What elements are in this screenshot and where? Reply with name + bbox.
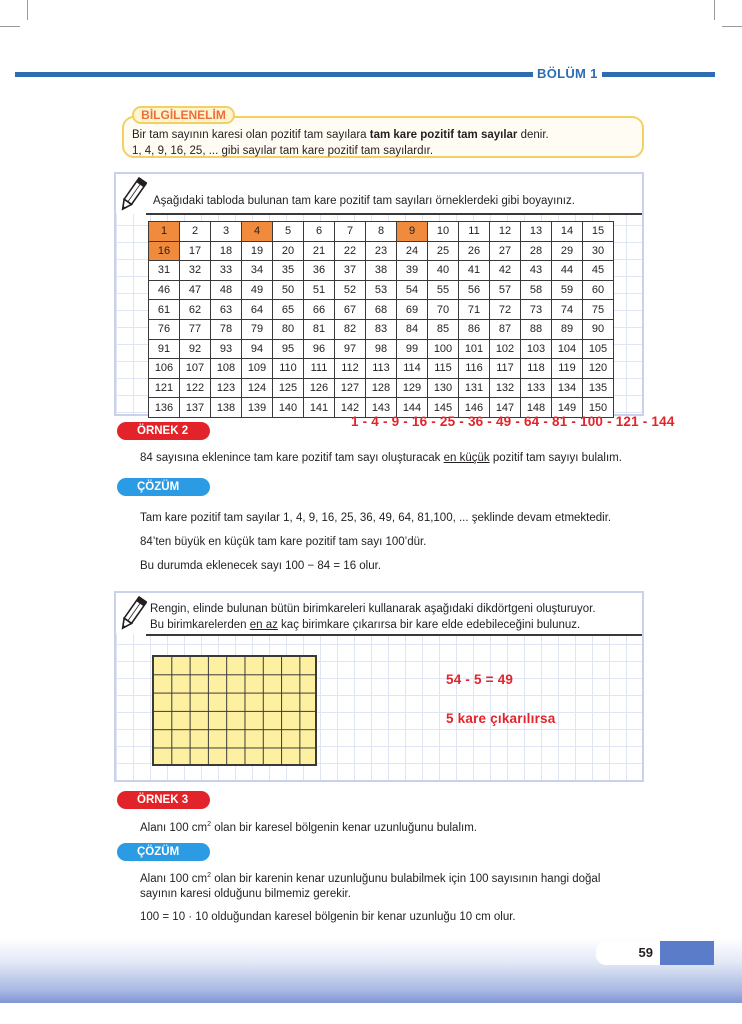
table-cell: 40 <box>428 261 459 281</box>
table-cell: 112 <box>335 359 366 379</box>
table-row <box>149 222 614 242</box>
table-cell: 14 <box>552 222 583 242</box>
table-cell: 93 <box>211 339 242 359</box>
table-cell: 149 <box>552 398 583 418</box>
table-cell: 16 <box>149 241 180 261</box>
crop-mark <box>27 0 28 20</box>
table-cell: 2 <box>180 222 211 242</box>
table-cell: 114 <box>397 359 428 379</box>
table-cell: 59 <box>552 280 583 300</box>
table-cell: 84 <box>397 319 428 339</box>
table-cell: 44 <box>552 261 583 281</box>
table-cell: 141 <box>304 398 335 418</box>
table-cell: 94 <box>242 339 273 359</box>
table-cell: 54 <box>397 280 428 300</box>
table-cell: 3 <box>211 222 242 242</box>
table-cell: 45 <box>583 261 614 281</box>
solution-line: sayının karesi olduğunu bilmemiz gerekir. <box>140 888 351 900</box>
table-cell: 50 <box>273 280 304 300</box>
table-cell: 142 <box>335 398 366 418</box>
table-cell: 119 <box>552 359 583 379</box>
activity-1-instruction: Aşağıdaki tabloda bulunan tam kare pozitif tam sayıları örneklerdeki gibi boyayınız. <box>153 195 575 207</box>
table-cell: 150 <box>583 398 614 418</box>
table-cell: 28 <box>521 241 552 261</box>
page-number: 59 <box>596 941 660 965</box>
handwritten-answer: 5 kare çıkarılırsa <box>446 711 556 726</box>
table-cell: 13 <box>521 222 552 242</box>
table-cell: 91 <box>149 339 180 359</box>
table-cell: 81 <box>304 319 335 339</box>
table-cell: 19 <box>242 241 273 261</box>
table-row <box>149 280 614 300</box>
table-cell: 74 <box>552 300 583 320</box>
table-cell: 11 <box>459 222 490 242</box>
activity-2-rule <box>146 634 642 636</box>
solution-line: Alanı 100 $cm^2$ olan bir karenin kenar uzunluğunu bulabilmek için 100 sayısının hangi doğal <box>140 872 601 885</box>
table-cell: 51 <box>304 280 335 300</box>
table-cell: 20 <box>273 241 304 261</box>
activity-1-rule <box>146 213 642 215</box>
table-cell: 127 <box>335 378 366 398</box>
table-cell: 98 <box>366 339 397 359</box>
activity-2-instruction <box>150 601 596 633</box>
table-row <box>149 359 614 379</box>
handwritten-answer: 54 - 5 = 49 <box>446 672 514 687</box>
table-row <box>149 241 614 261</box>
table-cell: 64 <box>242 300 273 320</box>
table-cell: 111 <box>304 359 335 379</box>
table-cell: 147 <box>490 398 521 418</box>
solution-line: 100 = 10 · 10 olduğundan karesel bölgenin bir kenar uzunluğu 10 cm olur. <box>140 911 516 923</box>
table-cell: 36 <box>304 261 335 281</box>
table-cell: 68 <box>366 300 397 320</box>
table-cell: 61 <box>149 300 180 320</box>
table-cell: 69 <box>397 300 428 320</box>
table-cell: 101 <box>459 339 490 359</box>
table-cell: 117 <box>490 359 521 379</box>
table-cell: 126 <box>304 378 335 398</box>
table-cell: 62 <box>180 300 211 320</box>
table-cell: 109 <box>242 359 273 379</box>
table-cell: 67 <box>335 300 366 320</box>
info-tag: BİLGİLENELİM <box>132 106 235 124</box>
handwritten-answer: 1 - 4 - 9 - 16 - 25 - 36 - 49 - 64 - 81 - 100 - 121 - 144 <box>351 414 675 429</box>
table-cell: 25 <box>428 241 459 261</box>
solution-label: ÇÖZÜM <box>117 843 210 861</box>
table-cell: 38 <box>366 261 397 281</box>
table-cell: 60 <box>583 280 614 300</box>
table-cell: 31 <box>149 261 180 281</box>
table-cell: 30 <box>583 241 614 261</box>
table-cell: 78 <box>211 319 242 339</box>
table-cell: 83 <box>366 319 397 339</box>
pencil-icon <box>117 176 147 214</box>
table-cell: 17 <box>180 241 211 261</box>
table-cell: 57 <box>490 280 521 300</box>
page-tab <box>660 941 714 965</box>
table-cell: 136 <box>149 398 180 418</box>
table-cell: 115 <box>428 359 459 379</box>
header-rule <box>15 72 715 77</box>
table-cell: 47 <box>180 280 211 300</box>
table-cell: 73 <box>521 300 552 320</box>
info-text <box>132 127 549 159</box>
table-row <box>149 261 614 281</box>
number-table <box>148 221 614 418</box>
crop-mark <box>722 26 742 27</box>
table-cell: 120 <box>583 359 614 379</box>
table-cell: 34 <box>242 261 273 281</box>
unit-square-rectangle <box>152 655 317 766</box>
table-cell: 58 <box>521 280 552 300</box>
table-cell: 97 <box>335 339 366 359</box>
table-row <box>149 339 614 359</box>
table-cell: 129 <box>397 378 428 398</box>
table-cell: 108 <box>211 359 242 379</box>
table-cell: 132 <box>490 378 521 398</box>
table-cell: 124 <box>242 378 273 398</box>
table-cell: 5 <box>273 222 304 242</box>
table-cell: 41 <box>459 261 490 281</box>
footer-margin <box>0 1003 742 1024</box>
table-cell: 39 <box>397 261 428 281</box>
table-cell: 1 <box>149 222 180 242</box>
table-cell: 95 <box>273 339 304 359</box>
table-cell: 99 <box>397 339 428 359</box>
table-cell: 66 <box>304 300 335 320</box>
table-cell: 12 <box>490 222 521 242</box>
table-cell: 92 <box>180 339 211 359</box>
table-cell: 37 <box>335 261 366 281</box>
table-cell: 135 <box>583 378 614 398</box>
table-cell: 105 <box>583 339 614 359</box>
chapter-label: BÖLÜM 1 <box>533 66 602 81</box>
table-cell: 102 <box>490 339 521 359</box>
table-cell: 18 <box>211 241 242 261</box>
table-cell: 104 <box>552 339 583 359</box>
table-cell: 63 <box>211 300 242 320</box>
table-cell: 79 <box>242 319 273 339</box>
table-cell: 29 <box>552 241 583 261</box>
example-3-question: Alanı 100 $cm^2$ olan bir karesel bölgenin kenar uzunluğunu bulalım. <box>140 821 477 834</box>
table-cell: 52 <box>335 280 366 300</box>
table-cell: 118 <box>521 359 552 379</box>
table-cell: 80 <box>273 319 304 339</box>
table-cell: 21 <box>304 241 335 261</box>
solution-label: ÇÖZÜM <box>117 478 210 496</box>
table-cell: 122 <box>180 378 211 398</box>
table-cell: 23 <box>366 241 397 261</box>
table-cell: 137 <box>180 398 211 418</box>
crop-mark <box>714 0 715 20</box>
table-cell: 77 <box>180 319 211 339</box>
table-cell: 100 <box>428 339 459 359</box>
info-line-2: 1, 4, 9, 16, 25, ... gibi sayılar tam kare pozitif tam sayılardır. <box>132 145 434 157</box>
table-cell: 82 <box>335 319 366 339</box>
activity-2-line-2: Bu birimkarelerden en az kaç birimkare çıkarırsa bir kare elde edebileceğini bulunuz. <box>150 619 581 631</box>
table-cell: 89 <box>552 319 583 339</box>
info-line-1: Bir tam sayının karesi olan pozitif tam sayılara tam kare pozitif tam sayılar denir. <box>132 129 549 141</box>
table-cell: 33 <box>211 261 242 281</box>
table-cell: 72 <box>490 300 521 320</box>
table-cell: 131 <box>459 378 490 398</box>
table-cell: 56 <box>459 280 490 300</box>
pencil-icon <box>117 595 147 633</box>
table-cell: 22 <box>335 241 366 261</box>
table-cell: 76 <box>149 319 180 339</box>
table-row <box>149 378 614 398</box>
table-cell: 133 <box>521 378 552 398</box>
table-cell: 143 <box>366 398 397 418</box>
table-cell: 106 <box>149 359 180 379</box>
table-cell: 4 <box>242 222 273 242</box>
table-cell: 130 <box>428 378 459 398</box>
solution-line: 84’ten büyük en küçük tam kare pozitif tam sayı 100’dür. <box>140 536 427 548</box>
table-cell: 121 <box>149 378 180 398</box>
table-cell: 27 <box>490 241 521 261</box>
example-2-question: 84 sayısına eklenince tam kare pozitif tam sayı oluşturacak en küçük pozitif tam sayıyı bulalım. <box>140 452 622 464</box>
table-cell: 26 <box>459 241 490 261</box>
example-3-label: ÖRNEK 3 <box>117 791 210 809</box>
solution-line: Tam kare pozitif tam sayılar 1, 4, 9, 16, 25, 36, 49, 64, 81,100, ... şeklinde devam etmektedir. <box>140 512 612 524</box>
table-cell: 96 <box>304 339 335 359</box>
table-cell: 87 <box>490 319 521 339</box>
table-cell: 116 <box>459 359 490 379</box>
table-cell: 8 <box>366 222 397 242</box>
table-cell: 43 <box>521 261 552 281</box>
table-cell: 7 <box>335 222 366 242</box>
crop-mark <box>0 26 20 27</box>
table-cell: 42 <box>490 261 521 281</box>
table-cell: 70 <box>428 300 459 320</box>
table-cell: 75 <box>583 300 614 320</box>
table-cell: 145 <box>428 398 459 418</box>
table-cell: 6 <box>304 222 335 242</box>
table-cell: 10 <box>428 222 459 242</box>
table-cell: 125 <box>273 378 304 398</box>
table-cell: 144 <box>397 398 428 418</box>
table-cell: 15 <box>583 222 614 242</box>
table-cell: 88 <box>521 319 552 339</box>
table-cell: 32 <box>180 261 211 281</box>
table-cell: 103 <box>521 339 552 359</box>
table-cell: 113 <box>366 359 397 379</box>
solution-line: Bu durumda eklenecek sayı 100 − 84 = 16 olur. <box>140 560 382 572</box>
table-cell: 86 <box>459 319 490 339</box>
table-cell: 48 <box>211 280 242 300</box>
table-cell: 55 <box>428 280 459 300</box>
table-cell: 46 <box>149 280 180 300</box>
example-2-label: ÖRNEK 2 <box>117 422 210 440</box>
table-cell: 65 <box>273 300 304 320</box>
table-cell: 49 <box>242 280 273 300</box>
table-cell: 128 <box>366 378 397 398</box>
table-cell: 138 <box>211 398 242 418</box>
table-cell: 85 <box>428 319 459 339</box>
table-cell: 146 <box>459 398 490 418</box>
table-cell: 110 <box>273 359 304 379</box>
table-cell: 148 <box>521 398 552 418</box>
table-cell: 9 <box>397 222 428 242</box>
table-cell: 90 <box>583 319 614 339</box>
table-row <box>149 319 614 339</box>
table-cell: 53 <box>366 280 397 300</box>
table-cell: 24 <box>397 241 428 261</box>
table-cell: 140 <box>273 398 304 418</box>
table-cell: 123 <box>211 378 242 398</box>
table-cell: 71 <box>459 300 490 320</box>
table-cell: 134 <box>552 378 583 398</box>
table-cell: 35 <box>273 261 304 281</box>
table-cell: 139 <box>242 398 273 418</box>
table-cell: 107 <box>180 359 211 379</box>
activity-2-line-1: Rengin, elinde bulunan bütün birimkareleri kullanarak aşağıdaki dikdörtgeni oluşturuyor. <box>150 603 596 615</box>
table-row <box>149 300 614 320</box>
